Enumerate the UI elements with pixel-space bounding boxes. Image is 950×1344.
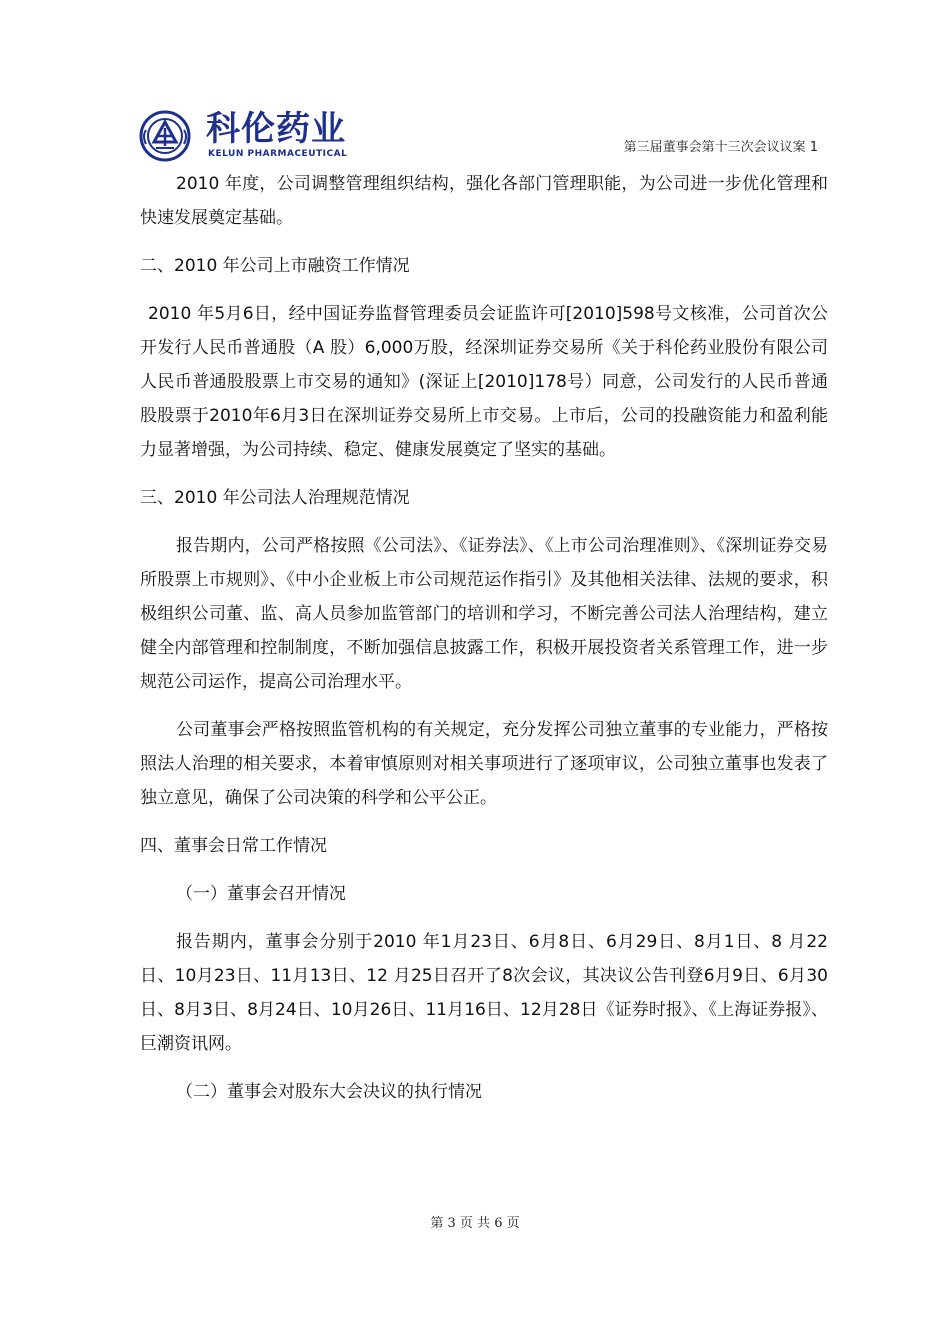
kelun-logo-icon [138, 110, 192, 162]
page-header [138, 110, 818, 162]
company-logo [138, 110, 358, 162]
paragraph-intro: 2010 年度，公司调整管理组织结构，强化各部门管理职能，为公司进一步优化管理和快速发展奠定基础。 [140, 174, 828, 228]
subsection-heading-4-1: （一）董事会召开情况 [176, 884, 346, 904]
section-heading-3: 三、2010 年公司法人治理规范情况 [140, 488, 410, 508]
document-body [140, 167, 828, 1109]
logo-english-name: KELUN PHARMACEUTICAL [208, 149, 348, 159]
section-heading-4: 四、董事会日常工作情况 [140, 836, 327, 856]
paragraph-listing: 2010 年5月6日，经中国证券监督管理委员会证监许可[2010]598号文核准，公司首次公开发行人民币普通股（A 股）6,000万股，经深圳证券交易所《关于科伦药业股份有限公司人民币普通股股票上市交易的通知》(深证上[2010]178号）同意，公司发行的人民币普通股股票于2010年6月3日在深圳证券交易所上市交易。上市后，公司的投融资能力和盈利能力显著增强，为公司持续、稳定、健康发展奠定了坚实的基础。 [140, 304, 828, 460]
page-number: 第 3 页 共 6 页 [430, 1216, 520, 1231]
paragraph-governance: 报告期内，公司严格按照《公司法》、《证券法》、《上市公司治理准则》、《深圳证券交易所股票上市规则》、《中小企业板上市公司规范运作指引》及其他相关法律、法规的要求，积极组织公司董、监、高人员参加监管部门的培训和学习，不断完善公司法人治理结构，建立健全内部管理和控制制度，不断加强信息披露工作，积极开展投资者关系管理工作，进一步规范公司运作，提高公司治理水平。 [140, 536, 828, 692]
paragraph-board: 公司董事会严格按照监管机构的有关规定，充分发挥公司独立董事的专业能力，严格按照法人治理的相关要求，本着审慎原则对相关事项进行了逐项审议，公司独立董事也发表了独立意见，确保了公司决策的科学和公平公正。 [140, 720, 828, 808]
paragraph-meetings: 报告期内，董事会分别于2010 年1月23日、6月8日、6月29日、8月1日、8 月22日、10月23日、11月13日、12 月25日召开了8次会议，其决议公告刊登6月9日、6月30日、8月3日、8月24日、10月26日、11月16日、12月28日《证券时报》、《上海证券报》、巨潮资讯网。 [140, 932, 828, 1054]
document-reference: 第三届董事会第十三次会议议案 1 [623, 140, 818, 155]
logo-chinese-name: 科伦药业 [206, 109, 346, 149]
subsection-heading-4-2: （二）董事会对股东大会决议的执行情况 [176, 1082, 482, 1102]
section-heading-2: 二、2010 年公司上市融资工作情况 [140, 256, 410, 276]
